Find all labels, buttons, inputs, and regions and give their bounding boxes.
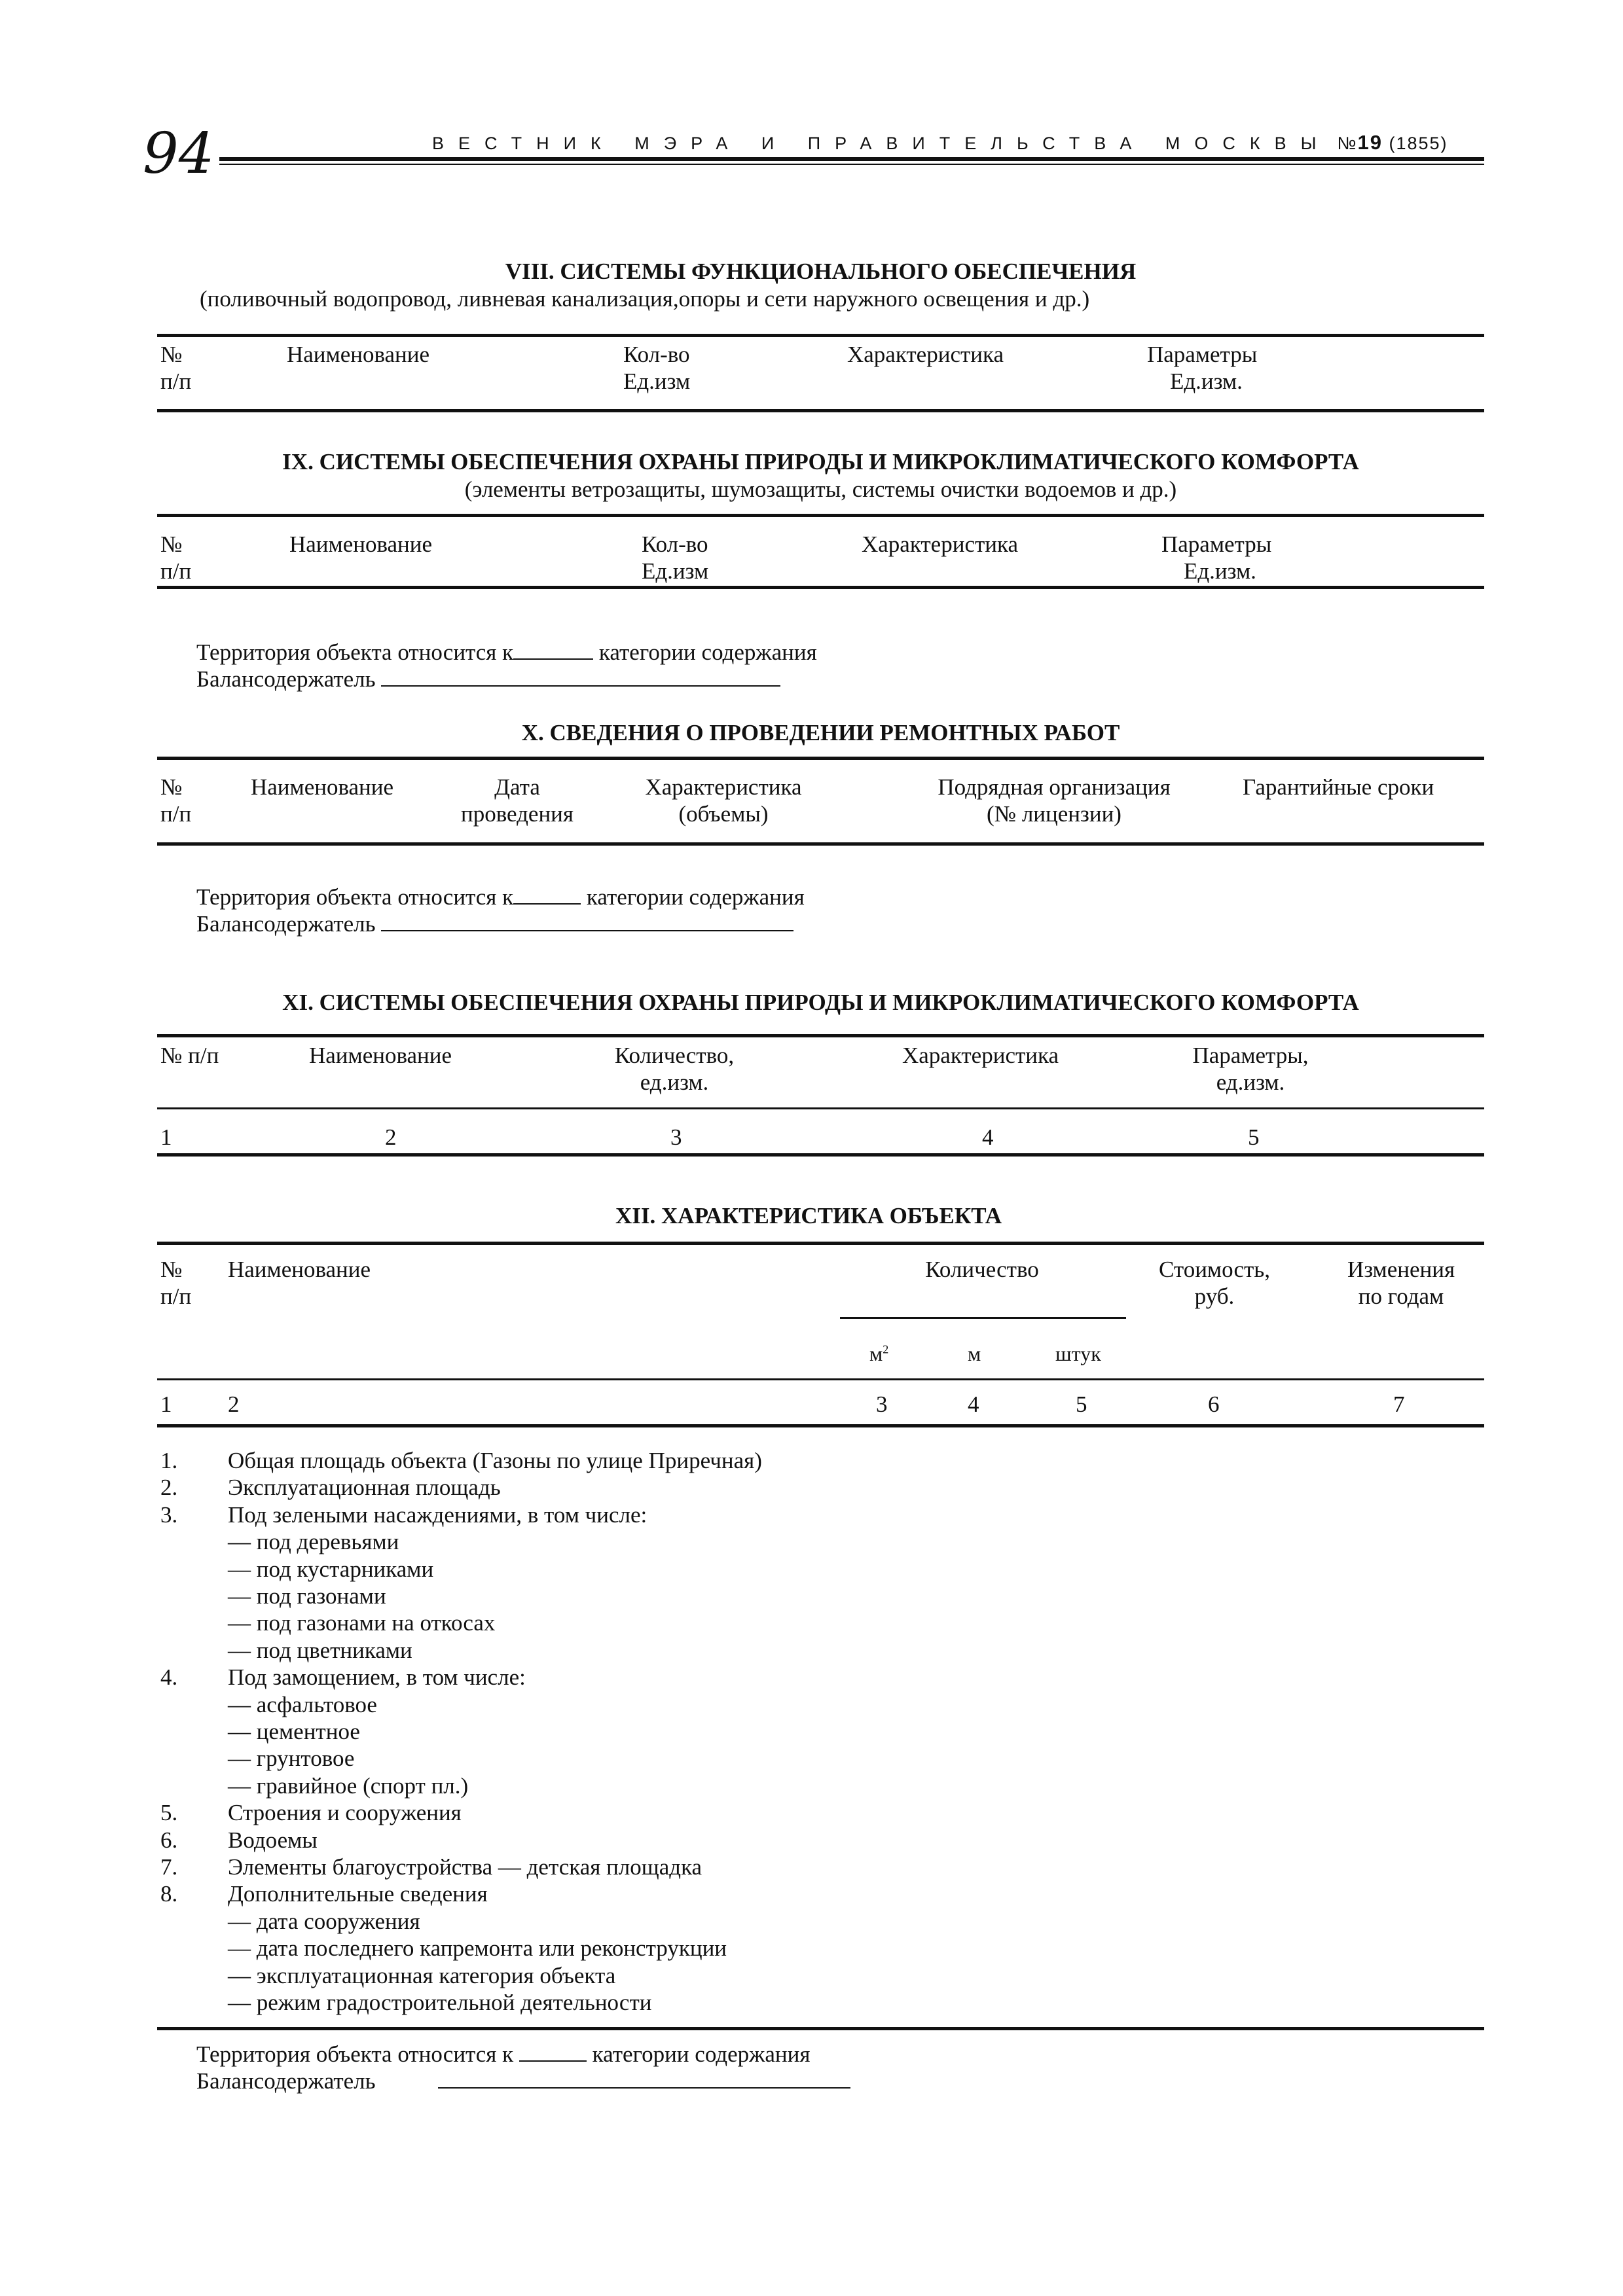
s9-col-params: Параметры	[1161, 531, 1272, 557]
s12-item-label: Под замощением, в том числе:	[228, 1664, 526, 1690]
s12-num-4: 4	[968, 1391, 979, 1417]
s12-item-label: Общая площадь объекта (Газоны по улице Приречная)	[228, 1448, 762, 1473]
s11-num-2: 2	[385, 1124, 397, 1150]
s12-item-label: — под цветниками	[228, 1638, 412, 1663]
s11-col-params: Параметры,	[1192, 1043, 1309, 1068]
s10-col-char: Характеристика	[645, 774, 802, 800]
s8-col-params: Параметры	[1147, 342, 1258, 367]
s11-num-4: 4	[982, 1124, 994, 1150]
section-9-top-rule	[157, 514, 1484, 517]
section-9-title: IX. СИСТЕМЫ ОБЕСПЕЧЕНИЯ ОХРАНЫ ПРИРОДЫ И МИКРОКЛИМАТИЧЕСКОГО КОМФОРТА	[282, 449, 1359, 475]
s11-col-char: Характеристика	[902, 1043, 1059, 1068]
section-9-bottom-rule	[157, 586, 1484, 589]
s12-num-7: 7	[1393, 1391, 1405, 1417]
section-8-title: VIII. СИСТЕМЫ ФУНКЦИОНАЛЬНОГО ОБЕСПЕЧЕНИЯ	[505, 259, 1137, 284]
s9-col-no: №	[160, 531, 183, 557]
s12-col-cost-unit: руб.	[1194, 1283, 1235, 1309]
s8-col-pp: п/п	[160, 368, 192, 394]
territory-line-3	[196, 2041, 810, 2068]
holder-blank	[381, 910, 793, 931]
holder-line-1	[196, 666, 780, 692]
s11-col-qty: Количество,	[614, 1043, 735, 1068]
s12-item-label: — под кустарниками	[228, 1556, 434, 1582]
s12-item-number: 3.	[160, 1502, 178, 1528]
s12-item-label: Водоемы	[228, 1827, 318, 1853]
s10-col-contractor: Подрядная организация	[938, 774, 1171, 800]
section-12-bottom-rule	[157, 2027, 1484, 2030]
s11-col-qty-unit: ед.изм.	[640, 1069, 709, 1095]
holder-line-2	[196, 910, 793, 937]
s12-col-name: Наименование	[228, 1257, 371, 1282]
s12-col-cost: Стоимость,	[1158, 1257, 1270, 1282]
holder-blank	[381, 666, 780, 687]
section-10-top-rule	[157, 757, 1484, 760]
category-blank	[513, 884, 581, 905]
page-number: 94	[143, 121, 215, 187]
s12-item-label: — под газонами на откосах	[228, 1610, 496, 1636]
s11-col-name: Наименование	[309, 1043, 452, 1068]
territory-text: Территория объекта относится к	[196, 639, 514, 665]
s12-col-changes-2: по годам	[1358, 1283, 1444, 1309]
s12-item-label: — дата последнего капремонта или реконструкции	[228, 1935, 727, 1961]
s10-col-contractor-2: (№ лицензии)	[987, 801, 1122, 827]
category-blank	[513, 639, 593, 660]
s8-col-qty: Кол-во	[623, 342, 690, 367]
s12-item-label: — под деревьями	[228, 1529, 399, 1554]
s8-col-no: №	[160, 342, 183, 367]
s11-num-3: 3	[670, 1124, 682, 1150]
s12-item-label: Под зелеными насаждениями, в том числе:	[228, 1502, 647, 1528]
category-blank	[519, 2041, 587, 2062]
territory-text: Территория объекта относится к	[196, 2041, 514, 2067]
issue-number: 19	[1357, 131, 1383, 154]
running-title	[432, 131, 1448, 154]
s12-item-label: Эксплуатационная площадь	[228, 1475, 501, 1500]
s9-col-params-unit: Ед.изм.	[1184, 558, 1256, 584]
section-11-bottom-rule	[157, 1153, 1484, 1157]
section-12-mid-rule	[157, 1378, 1484, 1380]
s12-num-2: 2	[228, 1391, 240, 1417]
s12-item-number: 2.	[160, 1475, 178, 1500]
s12-num-1: 1	[160, 1391, 172, 1417]
s10-col-date-2: проведения	[460, 801, 574, 827]
s12-item-number: 1.	[160, 1448, 178, 1473]
s12-item-number: 8.	[160, 1881, 178, 1907]
s10-col-char-2: (объемы)	[678, 801, 769, 827]
s11-num-5: 5	[1248, 1124, 1260, 1150]
s9-col-char: Характеристика	[862, 531, 1019, 557]
issue-label	[1337, 131, 1448, 154]
s12-item-label: — под газонами	[228, 1583, 386, 1609]
s11-col-params-unit: ед.изм.	[1216, 1069, 1285, 1095]
territory-line-1	[196, 639, 817, 666]
territory-text-end: категории содержания	[598, 639, 817, 665]
s12-col-changes: Изменения	[1347, 1257, 1455, 1282]
s12-item-label: — эксплуатационная категория объекта	[228, 1963, 616, 1988]
s8-col-char: Характеристика	[847, 342, 1004, 367]
section-8-bottom-rule	[157, 409, 1484, 412]
s12-col-no: №	[160, 1257, 183, 1282]
territory-line-2	[196, 884, 805, 910]
s12-qty-rule	[840, 1317, 1126, 1319]
section-10-bottom-rule	[157, 842, 1484, 846]
s12-item-number: 4.	[160, 1664, 178, 1690]
s12-sub-pcs: штук	[1055, 1342, 1101, 1365]
territory-text: Территория объекта относится к	[196, 884, 514, 910]
s10-col-warranty: Гарантийные сроки	[1243, 774, 1434, 800]
header-rule-thick	[219, 157, 1484, 161]
s8-col-unit: Ед.изм	[623, 368, 691, 394]
territory-text-end: категории содержания	[592, 2041, 811, 2067]
s12-item-label: — цементное	[228, 1719, 360, 1744]
holder-label: Балансодержатель	[196, 911, 376, 937]
s12-item-number: 7.	[160, 1854, 178, 1880]
s9-col-qty: Кол-во	[642, 531, 708, 557]
s12-item-label: Дополнительные сведения	[228, 1881, 488, 1907]
s11-col-no: № п/п	[160, 1043, 219, 1068]
s12-sub-m2	[869, 1342, 888, 1366]
s12-item-number: 5.	[160, 1800, 178, 1825]
s12-sub-m: м	[968, 1342, 981, 1365]
s12-item-number: 6.	[160, 1827, 178, 1853]
section-10-title: X. СВЕДЕНИЯ О ПРОВЕДЕНИИ РЕМОНТНЫХ РАБОТ	[521, 720, 1120, 745]
s12-num-3: 3	[876, 1391, 888, 1417]
s12-item-label: — дата сооружения	[228, 1909, 420, 1934]
s9-col-pp: п/п	[160, 558, 192, 584]
territory-text-end: категории содержания	[586, 884, 805, 910]
holder-label: Балансодержатель	[196, 666, 376, 692]
s8-col-params-unit: Ед.изм.	[1170, 368, 1243, 394]
s12-item-label: — асфальтовое	[228, 1692, 377, 1717]
s10-col-pp: п/п	[160, 801, 192, 827]
section-8-top-rule	[157, 334, 1484, 337]
s12-item-label: — режим градостроительной деятельности	[228, 1990, 652, 2015]
journal-title: ВЕСТНИК МЭРА И ПРАВИТЕЛЬСТВА МОСКВЫ	[432, 134, 1331, 153]
section-12-title: XII. ХАРАКТЕРИСТИКА ОБЪЕКТА	[615, 1203, 1002, 1229]
s10-col-date: Дата	[494, 774, 540, 800]
s12-num-5: 5	[1076, 1391, 1087, 1417]
s10-col-name: Наименование	[251, 774, 394, 800]
section-11-title: XI. СИСТЕМЫ ОБЕСПЕЧЕНИЯ ОХРАНЫ ПРИРОДЫ И МИКРОКЛИМАТИЧЕСКОГО КОМФОРТА	[282, 990, 1359, 1015]
s12-item-label: Строения и сооружения	[228, 1800, 462, 1825]
issue-total: (1855)	[1389, 134, 1448, 153]
s12-sub-m2-exp: 2	[883, 1342, 889, 1356]
s12-item-label: Элементы благоустройства — детская площадка	[228, 1854, 702, 1880]
section-11-mid-rule	[157, 1107, 1484, 1109]
header-rule-thin	[219, 164, 1484, 165]
holder-label: Балансодержатель	[196, 2068, 376, 2094]
s12-col-pp: п/п	[160, 1283, 192, 1309]
s9-col-unit: Ед.изм	[642, 558, 709, 584]
s12-col-qty: Количество	[925, 1257, 1039, 1282]
s9-col-name: Наименование	[289, 531, 433, 557]
s8-col-name: Наименование	[287, 342, 430, 367]
holder-blank	[438, 2068, 850, 2089]
section-8-subtitle: (поливочный водопровод, ливневая канализация,опоры и сети наружного освещения и др.)	[200, 286, 1090, 312]
s11-num-1: 1	[160, 1124, 172, 1150]
section-9-subtitle: (элементы ветрозащиты, шумозащиты, системы очистки водоемов и др.)	[464, 476, 1177, 502]
section-11-top-rule	[157, 1034, 1484, 1037]
section-12-num-rule	[157, 1424, 1484, 1427]
s10-col-no: №	[160, 774, 183, 800]
section-12-top-rule	[157, 1242, 1484, 1245]
s12-sub-m2-base: м	[869, 1342, 883, 1365]
s12-item-label: — грунтовое	[228, 1746, 355, 1771]
s12-item-label: — гравийное (спорт пл.)	[228, 1773, 469, 1799]
s12-num-6: 6	[1208, 1391, 1220, 1417]
holder-line-3	[196, 2068, 850, 2094]
issue-prefix: №	[1337, 134, 1358, 153]
